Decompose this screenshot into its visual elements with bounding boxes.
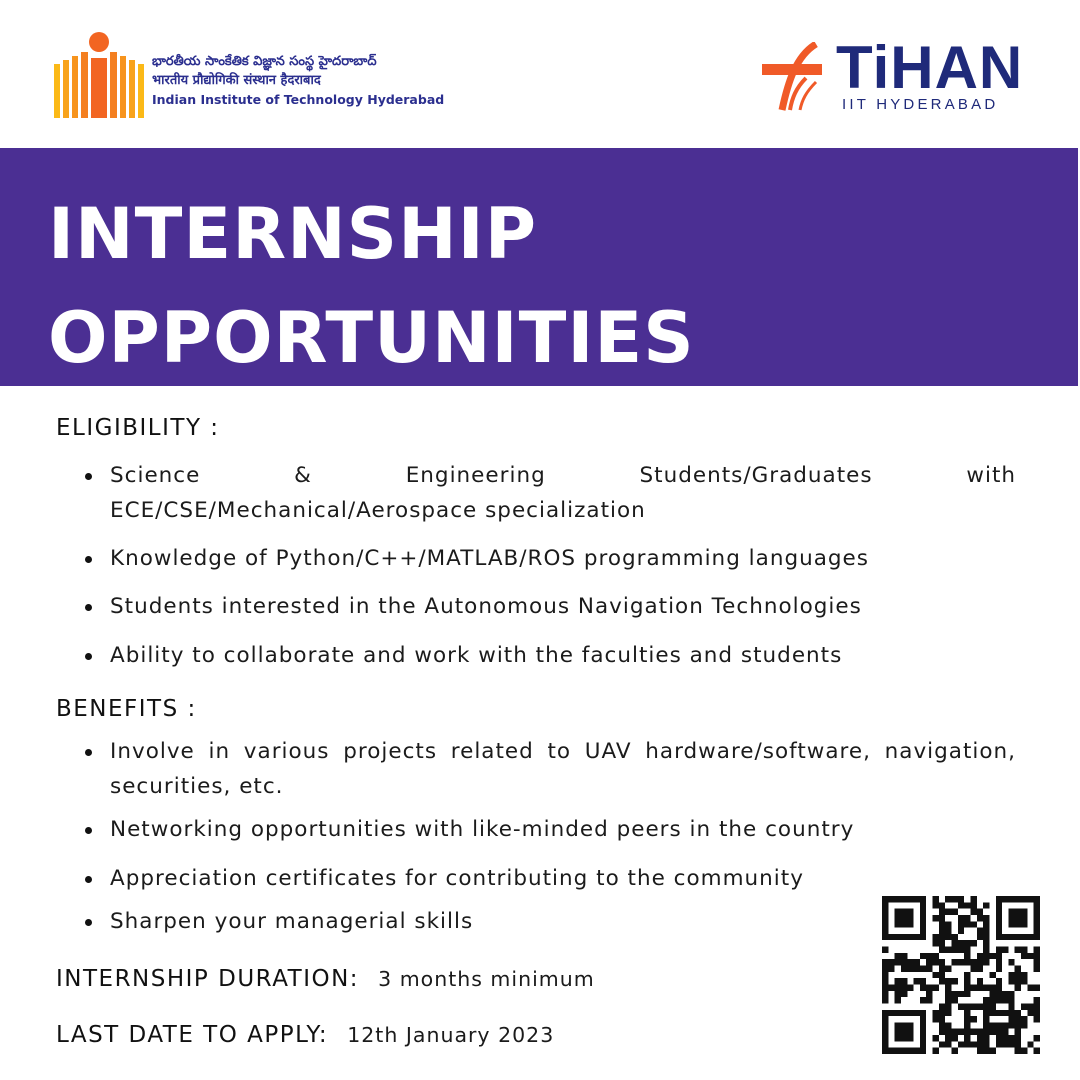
eligibility-item: Ability to collaborate and work with the faculties and students — [110, 638, 1016, 673]
iith-name-english: Indian Institute of Technology Hyderabad — [152, 92, 445, 107]
benefits-heading: BENEFITS : — [56, 696, 197, 722]
tihan-logo-icon — [762, 42, 824, 112]
qr-code-icon[interactable] — [882, 896, 1040, 1054]
benefit-item: Appreciation certificates for contributing to the community — [110, 861, 1016, 896]
iith-name-telugu: భారతీయ సాంకేతిక విజ్ఞాన సంస్థ హైదరాబాద్ — [152, 54, 377, 69]
benefit-item: Sharpen your managerial skills — [110, 904, 1016, 939]
header — [0, 0, 1080, 148]
iith-logo-icon — [54, 30, 144, 120]
benefit-item: Involve in various projects related to UAV hardware/software, navigation, securities, etc. — [110, 734, 1016, 804]
tihan-subtitle: IIT HYDERABAD — [842, 96, 999, 113]
tihan-wordmark: TiHAN — [836, 34, 1024, 101]
deadline-label: LAST DATE TO APPLY: — [56, 1022, 329, 1048]
page-title — [48, 182, 695, 390]
iith-name-block — [152, 52, 444, 109]
duration-label: INTERNSHIP DURATION: — [56, 966, 360, 992]
benefit-item: Networking opportunities with like-minded peers in the country — [110, 812, 1016, 847]
page-title-line2: OPPORTUNITIES — [48, 297, 695, 379]
deadline-value: 12th January 2023 — [347, 1023, 555, 1047]
duration-value: 3 months minimum — [378, 967, 595, 991]
eligibility-item: Knowledge of Python/C++/MATLAB/ROS programming languages — [110, 541, 1016, 576]
eligibility-item: Science & Engineering Students/Graduates with ECE/CSE/Mechanical/Aerospace specialization — [110, 458, 1016, 528]
page-title-line1: INTERNSHIP — [48, 193, 538, 275]
duration-row — [56, 966, 595, 992]
deadline-row — [56, 1022, 554, 1048]
title-banner — [0, 148, 1078, 386]
eligibility-item: Students interested in the Autonomous Navigation Technologies — [110, 589, 1016, 624]
iith-name-hindi: भारतीय प्रौद्योगिकी संस्थान हैदराबाद — [152, 73, 321, 88]
eligibility-heading: ELIGIBILITY : — [56, 415, 220, 441]
